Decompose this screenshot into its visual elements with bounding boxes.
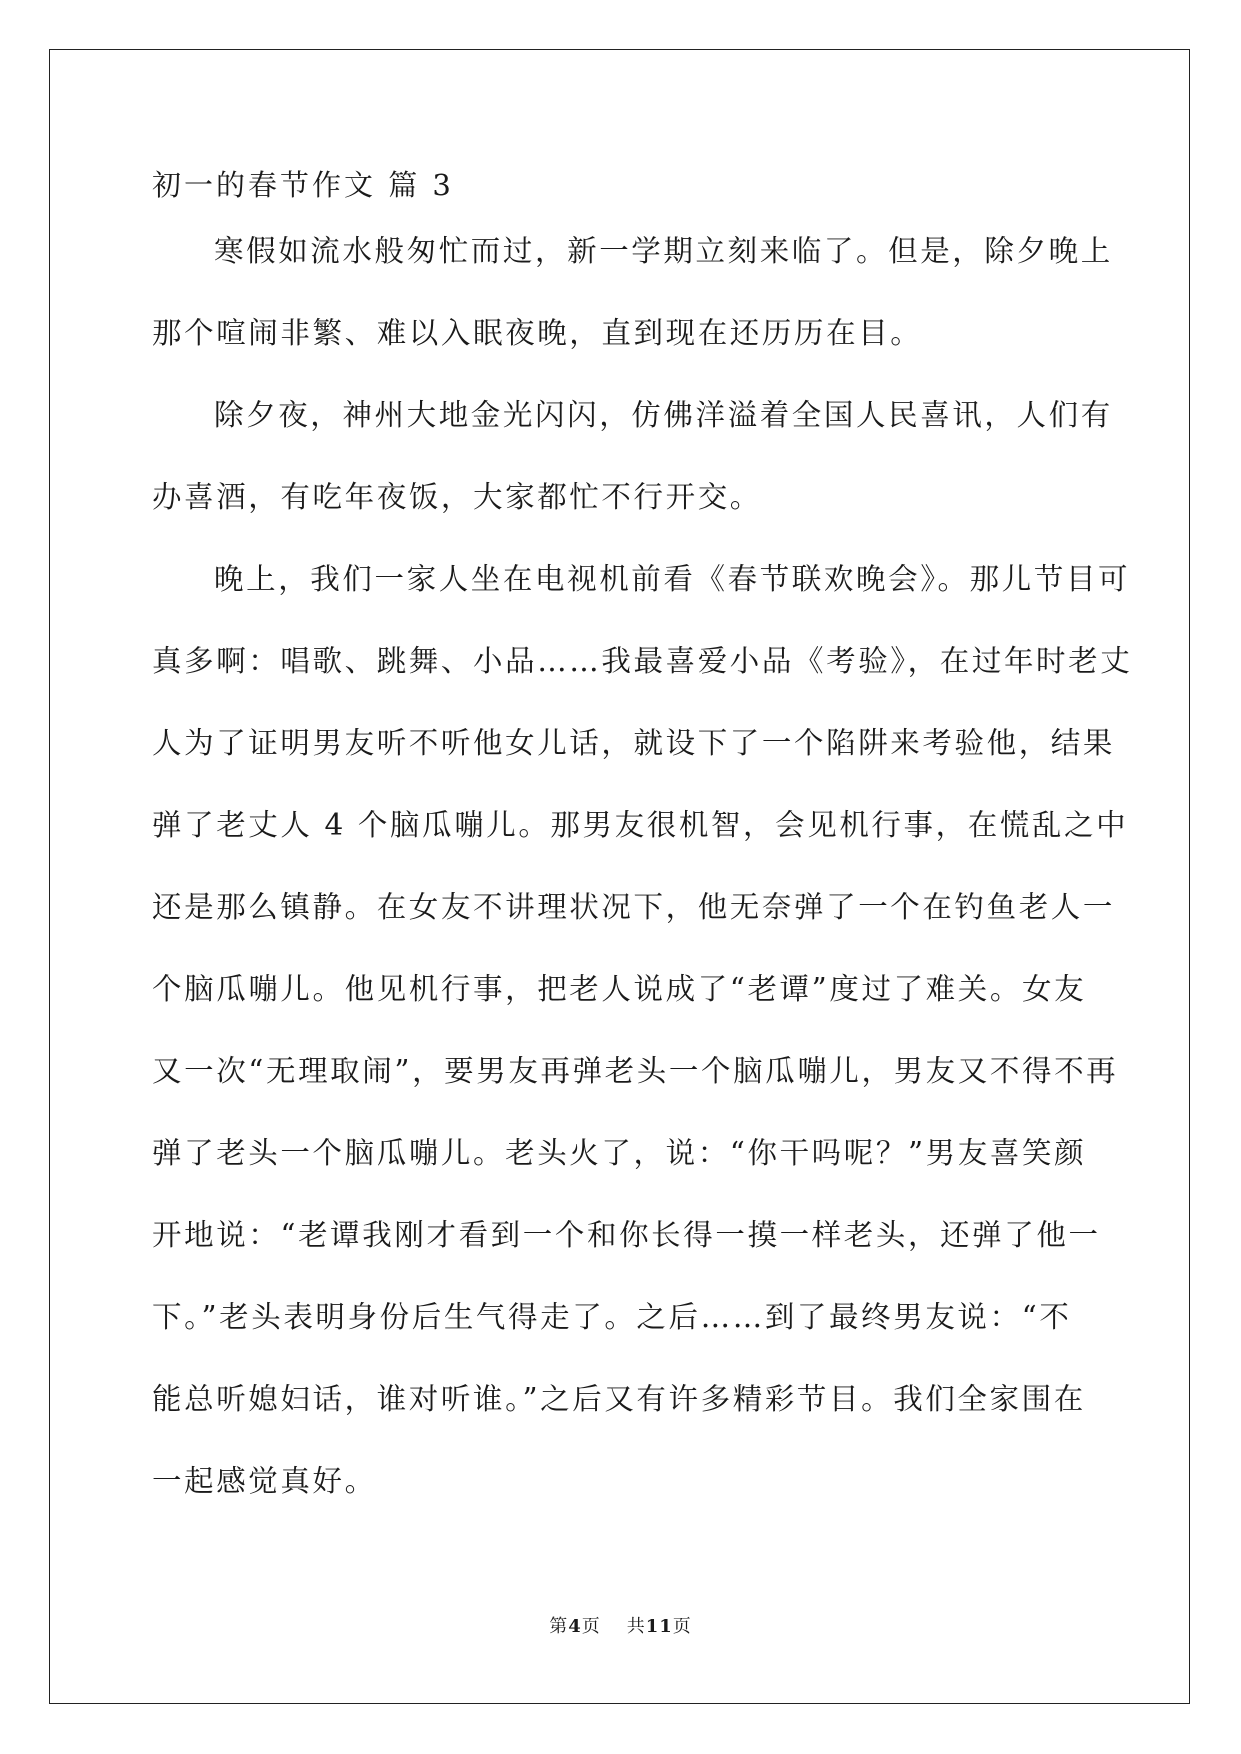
paragraph-line: 除夕夜，神州大地金光闪闪，仿佛洋溢着全国人民喜讯，人们有 (214, 398, 1113, 432)
paragraph-line: 弹了老头一个脑瓜嘣儿。老头火了，说：“你干吗呢？”男友喜笑颜 (152, 1136, 1087, 1170)
paragraph-line: 能总听媳妇话，谁对听谁。”之后又有许多精彩节目。我们全家围在 (152, 1382, 1086, 1416)
document-title: 初一的春节作文 篇 3 (152, 168, 454, 202)
paragraph-3 (152, 559, 1133, 1501)
paragraph-line: 真多啊：唱歌、跳舞、小品……我最喜爱小品《考验》，在过年时老丈 (152, 644, 1133, 678)
total-suffix: 页 (672, 1616, 692, 1637)
paragraph-2 (152, 395, 1113, 517)
paragraph-line: 寒假如流水般匆忙而过，新一学期立刻来临了。但是，除夕晚上 (214, 234, 1113, 268)
paragraph-line: 还是那么镇静。在女友不讲理状况下，他无奈弹了一个在钓鱼老人一 (152, 890, 1116, 924)
paragraph-line: 一起感觉真好。 (152, 1464, 377, 1498)
document-body (152, 165, 1133, 1543)
paragraph-line: 晚上，我们一家人坐在电视机前看《春节联欢晚会》。那儿节目可 (214, 562, 1131, 596)
paragraph-line: 人为了证明男友听不听他女儿话，就设下了一个陷阱来考验他，结果 (152, 726, 1116, 760)
paragraph-1 (152, 231, 1113, 353)
page-footer (0, 1615, 1241, 1639)
paragraph-line: 开地说：“老谭我刚才看到一个和你长得一摸一样老头，还弹了他一 (152, 1218, 1101, 1252)
paragraph-line: 又一次“无理取闹”，要男友再弹老头一个脑瓜嘣儿，男友又不得不再 (152, 1054, 1119, 1088)
paragraph-line: 个脑瓜嘣儿。他见机行事，把老人说成了“老谭”度过了难关。女友 (152, 972, 1087, 1006)
total-prefix: 共 (626, 1616, 646, 1637)
paragraph-line: 那个喧闹非繁、难以入眠夜晚，直到现在还历历在目。 (152, 316, 923, 350)
paragraph-line: 办喜酒，有吃年夜饭，大家都忙不行开交。 (152, 480, 762, 514)
paragraph-line: 弹了老丈人 4 个脑瓜嘣儿。那男友很机智，会见机行事，在慌乱之中 (152, 808, 1129, 842)
page-current: 4 (568, 1616, 582, 1637)
page-suffix: 页 (581, 1616, 601, 1637)
page-prefix: 第 (549, 1616, 569, 1637)
page-total: 11 (645, 1616, 673, 1637)
paragraph-line: 下。”老头表明身份后生气得走了。之后……到了最终男友说：“不 (152, 1300, 1072, 1334)
